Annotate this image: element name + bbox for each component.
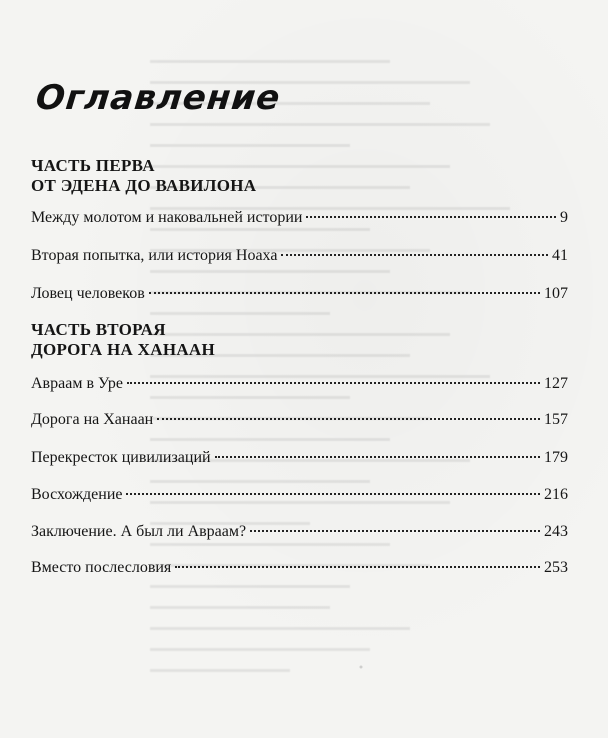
toc-entry-page: 9 bbox=[560, 209, 568, 226]
dot-leader bbox=[175, 566, 540, 568]
part-title: ОТ ЭДЕНА ДО ВАВИЛОНА bbox=[31, 176, 257, 195]
toc-entry-page: 41 bbox=[552, 247, 568, 264]
part-title: ДОРОГА НА ХАНААН bbox=[31, 340, 216, 359]
toc-entry-title: Авраам в Уре bbox=[31, 375, 124, 392]
dot-leader bbox=[281, 254, 548, 256]
dot-leader bbox=[127, 382, 540, 384]
toc-entry-title: Восхождение bbox=[31, 486, 123, 503]
dot-leader bbox=[149, 292, 540, 294]
part-heading bbox=[31, 156, 256, 196]
toc-entry-page: 127 bbox=[544, 375, 568, 392]
toc-entry[interactable] bbox=[31, 485, 568, 505]
toc-entry[interactable] bbox=[31, 208, 568, 228]
dot-leader bbox=[250, 530, 540, 532]
part-number: ЧАСТЬ ПЕРВА bbox=[31, 156, 155, 175]
toc-entry[interactable] bbox=[31, 522, 568, 542]
part-number: ЧАСТЬ ВТОРАЯ bbox=[31, 320, 166, 339]
toc-entry[interactable] bbox=[31, 448, 568, 468]
toc-entry-title: Дорога на Ханаан bbox=[31, 411, 154, 428]
toc-entry-page: 253 bbox=[544, 559, 568, 576]
toc-entry[interactable] bbox=[31, 558, 568, 578]
toc-entry[interactable] bbox=[31, 374, 568, 394]
toc-entry-title: Ловец человеков bbox=[31, 285, 145, 302]
toc-entry-page: 216 bbox=[544, 486, 568, 503]
toc-entry-title: Перекресток цивилизаций bbox=[31, 449, 211, 466]
toc-entry-title: Вместо послесловия bbox=[31, 559, 172, 576]
dot-leader bbox=[157, 418, 540, 420]
toc-entry-title: Вторая попытка, или история Ноаха bbox=[31, 247, 278, 264]
toc-entry-page: 179 bbox=[544, 449, 568, 466]
toc-entry[interactable] bbox=[31, 246, 568, 266]
toc-entry-title: Заключение. А был ли Авраам? bbox=[31, 523, 247, 540]
toc-entry-title: Между молотом и наковальней истории bbox=[31, 209, 303, 226]
toc-entry[interactable] bbox=[31, 284, 568, 304]
part-heading bbox=[31, 320, 215, 360]
page-title: Оглавление bbox=[33, 78, 283, 118]
dot-leader bbox=[126, 493, 540, 495]
toc-entry-page: 243 bbox=[544, 523, 568, 540]
toc-entry-page: 157 bbox=[544, 411, 568, 428]
print-speck bbox=[358, 664, 364, 670]
toc-entry[interactable] bbox=[31, 410, 568, 430]
dot-leader bbox=[215, 456, 540, 458]
toc-entry-page: 107 bbox=[544, 285, 568, 302]
dot-leader bbox=[306, 216, 556, 218]
